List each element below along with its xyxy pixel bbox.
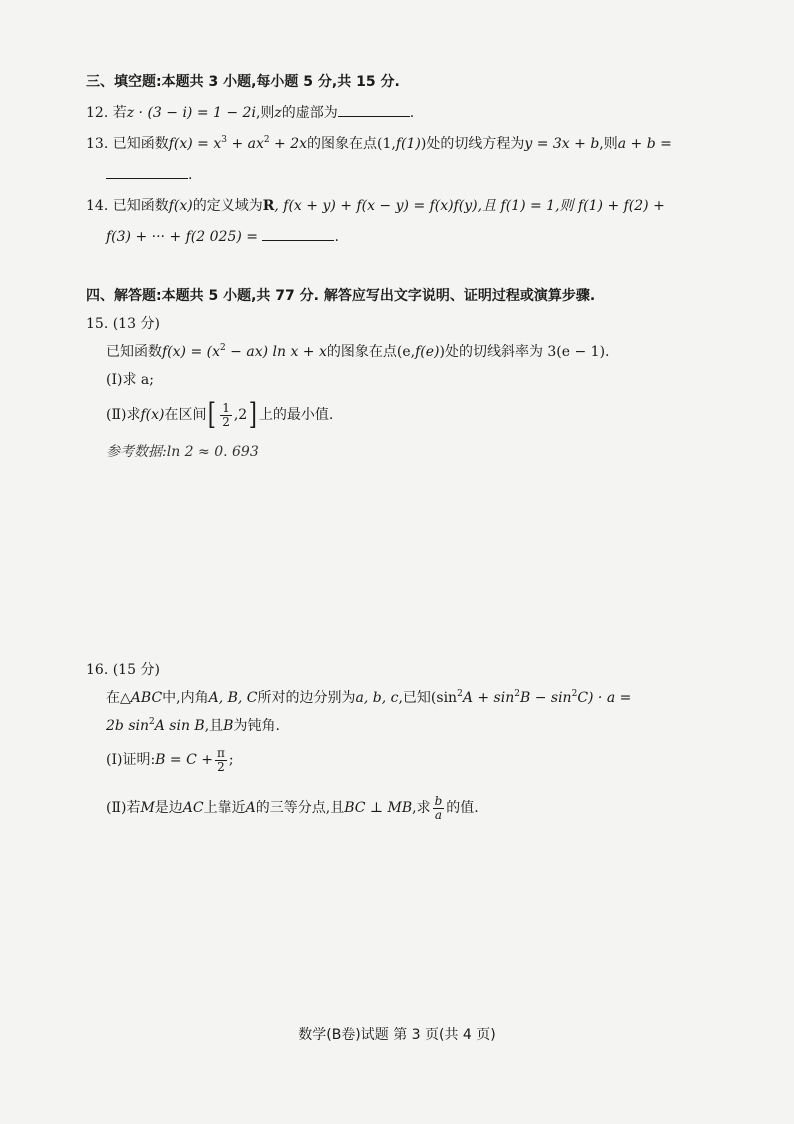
q16-text: (Ⅱ)若 xyxy=(106,800,141,816)
q16-text: 中,内角 xyxy=(162,690,209,706)
q12-text: ,则 xyxy=(255,105,275,121)
q13-answer-line xyxy=(106,164,192,185)
q16-ratio-numerator: b xyxy=(434,793,443,808)
q16-stem-line-2: 2b $\sin^2A$ sin B,且B为钝角. xyxy=(106,717,280,734)
q13-equation: + ax xyxy=(227,136,264,152)
q14-text: . xyxy=(334,229,339,245)
page-footer: 数学(B卷)试题 第 3 页(共 4 页) xyxy=(298,1027,496,1043)
q16-equation: A + sin xyxy=(462,690,515,706)
q13-ab: a + b = xyxy=(617,136,672,152)
q15-text: (Ⅱ)求 xyxy=(106,407,141,423)
q16-text: ,且 xyxy=(204,718,224,734)
q15-function: f(x) = (x xyxy=(162,344,220,360)
q16-text: 的三等分点,且 xyxy=(255,800,345,816)
q16-text: 所对的边分别为 xyxy=(257,690,356,706)
q16-equation: B = C + xyxy=(155,752,213,768)
q16-ratio-fraction xyxy=(433,795,445,822)
q13-answer-blank[interactable] xyxy=(106,164,188,179)
q15-number: 15. (13 分) xyxy=(86,316,160,332)
q14-number: 14. xyxy=(86,198,109,214)
q14-reals: R xyxy=(262,198,275,214)
q15-function: − ax) ln x + x xyxy=(225,344,327,360)
q15-text: 的图象在点(e, xyxy=(326,344,416,360)
q16-text: 为钝角. xyxy=(233,718,280,734)
q16-triangle: ABC xyxy=(130,690,163,706)
question-13: 13. 已知函数$f(x) = x^3 + ax^2 + 2x$的图象在点(1,f(1))处的切线方程为y = 3x + b,则a + b = xyxy=(86,135,672,152)
q13-text: ,则 xyxy=(599,136,618,152)
q13-function: f(x) xyxy=(168,136,193,152)
q15-fraction xyxy=(220,402,232,429)
q12-text: 的虚部为 xyxy=(281,105,338,121)
q16-equation: C) · a = xyxy=(577,690,632,706)
q15-text: )处的切线斜率为 3(e − 1). xyxy=(439,344,610,360)
q15-text: ,2 xyxy=(233,407,248,423)
q16-part-1 xyxy=(106,744,234,776)
q16-angle-b: B xyxy=(223,718,234,734)
q14-answer-blank[interactable] xyxy=(262,226,334,241)
question-14 xyxy=(86,196,665,216)
q16-equation: 2b sin xyxy=(106,718,149,734)
q15-text: 在区间 xyxy=(164,407,207,423)
q13-tangent: y = 3x + b xyxy=(524,136,600,152)
q16-text: 在△ xyxy=(106,690,131,706)
q14-function: f(x) xyxy=(168,198,193,214)
q16-pi-numerator: π xyxy=(216,745,225,760)
q15-text: 已知函数 xyxy=(106,344,162,360)
q14-text: 已知函数 xyxy=(112,198,169,214)
q12-text: 若 xyxy=(112,105,127,121)
q16-part-2 xyxy=(106,792,479,824)
q13-text: 已知函数 xyxy=(112,136,169,152)
q14-equation: , f(x + y) + f(x − y) = f(x)f(y),且 f(1) = 1,则 f(1) + f(2) + xyxy=(274,198,665,214)
q13-equation: = x xyxy=(192,136,222,152)
q16-point-m: M xyxy=(140,800,155,816)
q12-variable: z xyxy=(274,105,282,121)
q16-sides: a, b, c xyxy=(355,690,399,706)
question-12 xyxy=(86,102,414,123)
q13-text: . xyxy=(188,167,193,183)
q15-function: f(x) xyxy=(140,407,165,423)
q16-text: (Ⅰ)证明: xyxy=(106,752,156,768)
q16-text: 是边 xyxy=(154,800,183,816)
q13-text: )处的切线方程为 xyxy=(420,136,525,152)
q13-text: 的图象在点(1, xyxy=(307,136,396,152)
q14-sum: f(3) + ··· + f(2 025) = xyxy=(106,229,258,245)
q15-reference-data: 参考数据:ln 2 ≈ 0. 693 xyxy=(106,444,259,460)
q16-pi-fraction xyxy=(215,747,227,774)
q16-text: ,已知(sin xyxy=(398,690,458,706)
q15-part-2 xyxy=(106,398,333,432)
q14-text: 的定义域为 xyxy=(192,198,263,214)
q12-number: 12. xyxy=(86,105,109,121)
q16-number: 16. (15 分) xyxy=(86,662,160,678)
q15-stem: 已知函数$f(x) = (x^2 - ax)$ ln x + x的图象在点(e,f(e))处的切线斜率为 3(e − 1). xyxy=(106,343,610,360)
q15-text: 上的最小值. xyxy=(258,407,334,423)
q16-angles: A, B, C xyxy=(208,690,258,706)
q12-equation: z · (3 − i) = 1 − 2i xyxy=(126,105,256,121)
q14-line-2 xyxy=(106,226,339,247)
q13-f1: f(1) xyxy=(395,136,421,152)
q16-pi-denominator: 2 xyxy=(217,759,225,774)
q15-fe: f(e) xyxy=(415,344,440,360)
q16-equation: A sin B xyxy=(154,718,205,734)
q16-text: 的值. xyxy=(446,800,479,816)
q13-equation: + 2x xyxy=(269,136,308,152)
left-bracket-icon: [ xyxy=(208,397,217,432)
q16-text: 上靠近 xyxy=(203,800,246,816)
q16-text: ,求 xyxy=(412,800,431,816)
right-bracket-icon: ] xyxy=(248,397,258,432)
q16-text: ; xyxy=(228,752,234,768)
q16-point-a: A xyxy=(245,800,256,816)
q16-ratio-denominator: a xyxy=(434,807,443,822)
q15-fraction-numerator: 1 xyxy=(222,400,230,415)
section-3-heading: 三、填空题:本题共 3 小题,每小题 5 分,共 15 分. xyxy=(86,74,400,90)
q16-side-ac: AC xyxy=(182,800,204,816)
q15-part-1: (Ⅰ)求 a; xyxy=(106,372,154,388)
section-4-heading: 四、解答题:本题共 5 小题,共 77 分. 解答应写出文字说明、证明过程或演算步骤. xyxy=(86,288,596,304)
q13-number: 13. xyxy=(86,136,109,152)
q12-answer-blank[interactable] xyxy=(338,102,410,117)
q16-stem-line-1: 在△ABC中,内角A, B, C所对的边分别为a, b, c,已知$(\sin^2A + \sin^2B - \sin^2C) \cdot a$ = xyxy=(106,689,632,706)
q16-perpendicular: BC ⊥ MB xyxy=(344,800,413,816)
q12-text: . xyxy=(409,105,415,121)
q15-fraction-denominator: 2 xyxy=(222,414,230,429)
q16-equation: B − sin xyxy=(519,690,572,706)
